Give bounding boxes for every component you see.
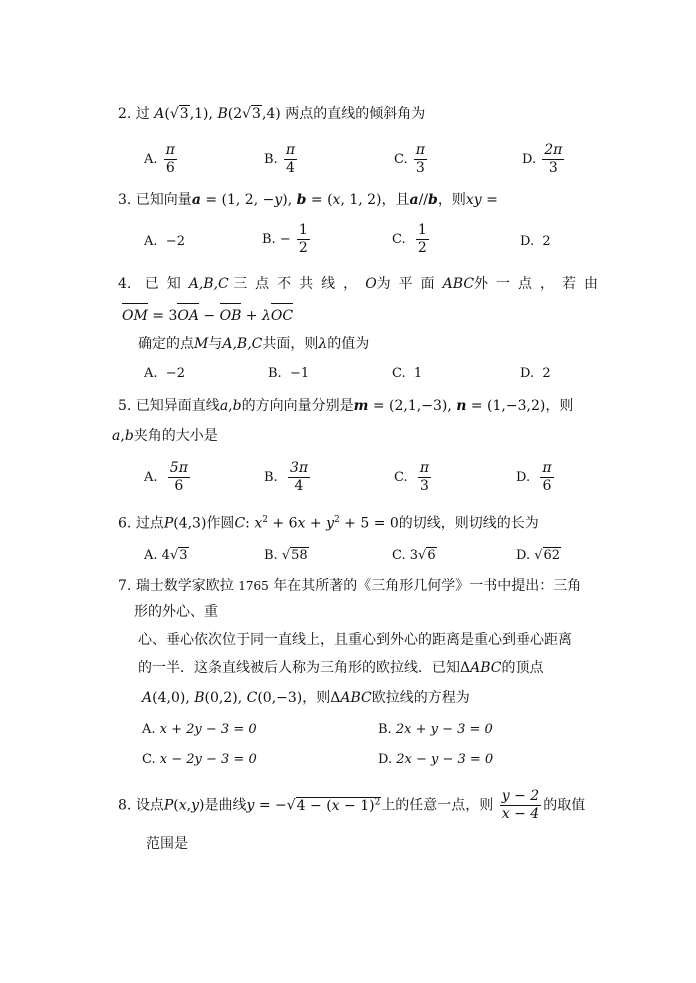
- q7-option-c[interactable]: C. x − 2y − 3 = 0: [142, 752, 257, 767]
- q5-option-c[interactable]: C. $\frac{\pi}{3}$: [394, 460, 430, 494]
- question-3: 3. 已知向量a = (1, 2, −y), b = (x, 1, 2)，且a//b，则xy =: [118, 192, 498, 208]
- q4-option-b[interactable]: B. −1: [268, 366, 310, 381]
- q8-line2: 范围是: [146, 836, 188, 852]
- question-5: 5. 已知异面直线a,b的方向向量分别是m = (2,1,−3), n = (1,−3,2)，则: [118, 398, 574, 414]
- q2-option-b[interactable]: B. $\frac{\pi}{4}$: [264, 142, 296, 176]
- q4-line3: 确定的点M与A,B,C共面，则λ的值为: [138, 336, 370, 352]
- q7-line3: 心、垂心依次位于同一直线上，且重心到外心的距离是重心到垂心距离: [138, 632, 572, 648]
- q6-option-b[interactable]: B. √58: [264, 548, 308, 563]
- q3-option-b[interactable]: B. − $\frac{1}{2}$: [262, 222, 308, 256]
- q4-option-a[interactable]: A. −2: [144, 366, 185, 381]
- question-6: 6. 过点P(4,3)作圆C: $x^2 + 6x + y^2 + 5 = 0$的切线，则切线的长为: [118, 515, 539, 532]
- q5-option-b[interactable]: B. $\frac{3\pi}{4}$: [264, 460, 309, 494]
- q4-option-c[interactable]: C. 1: [392, 366, 423, 381]
- q6-option-c[interactable]: C. 3√6: [392, 548, 436, 563]
- q6-option-a[interactable]: A. 4√3: [144, 548, 188, 563]
- q7-option-a[interactable]: A. x + 2y − 3 = 0: [142, 722, 257, 737]
- q3-option-a[interactable]: A. −2: [144, 234, 185, 249]
- q2-option-d[interactable]: D. $\frac{2\pi}{3}$: [522, 142, 563, 176]
- q7-option-b[interactable]: B. 2x + y − 3 = 0: [378, 722, 493, 737]
- q6-option-d[interactable]: D. √62: [516, 548, 561, 563]
- q2-option-a[interactable]: A. $\frac{\pi}{6}$: [144, 142, 175, 176]
- question-8: 8. 设点P(x,y)是曲线$y = -√4 - (x - 1)^2$上的任意一点，则 $\frac{y - 2}{x - 4}$ 的取值: [118, 788, 586, 822]
- question-7: 7. 瑞士数学家欧拉 1765 年在其所著的《三角形几何学》一书中提出：三角: [118, 578, 582, 594]
- question-4: 4. 已知A,B,C 三点不共线，O为平面ABC外一点，若由: [118, 276, 607, 292]
- q5-line2: a,b夹角的大小是: [112, 428, 218, 444]
- q7-option-d[interactable]: D. 2x − y − 3 = 0: [378, 752, 494, 767]
- q4-option-d[interactable]: D. 2: [520, 366, 551, 381]
- question-stem: 两点的直线的倾斜角为: [285, 106, 426, 122]
- question-2: 2. 过 A(√3,1), B(2√3,4) 两点的直线的倾斜角为: [118, 106, 426, 122]
- q4-vector-equation: OM = 3OA − OB + λOC: [122, 308, 294, 324]
- q7-line5: A(4,0), B(0,2), C(0,−3)，则ΔABC欧拉线的方程为: [142, 690, 470, 706]
- q2-option-c[interactable]: C. $\frac{\pi}{3}$: [394, 142, 425, 176]
- q3-option-d[interactable]: D. 2: [520, 234, 551, 249]
- q7-line4: 的一半．这条直线被后人称为三角形的欧拉线．已知ΔABC的顶点: [138, 660, 544, 676]
- question-number: 2.: [118, 106, 132, 122]
- q7-line2: 形的外心、重: [134, 604, 218, 620]
- q5-option-d[interactable]: D. $\frac{\pi}{6}$: [516, 460, 552, 494]
- q3-option-c[interactable]: C. $\frac{1}{2}$: [392, 222, 427, 256]
- q5-option-a[interactable]: A. $\frac{5\pi}{6}$: [144, 460, 188, 494]
